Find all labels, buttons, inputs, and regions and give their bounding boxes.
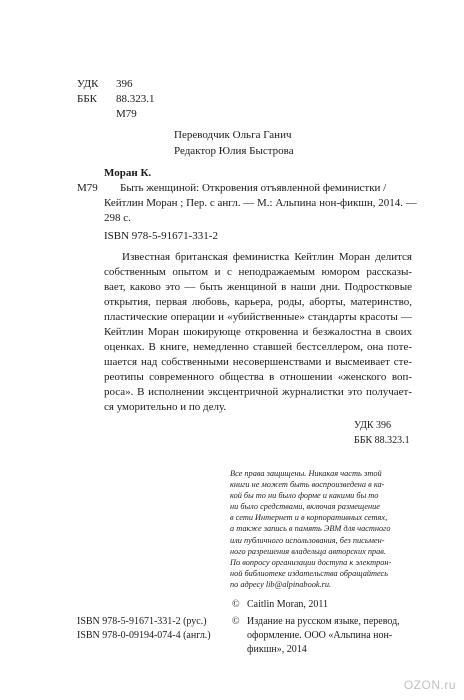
annotation-line: Кейтлин Моран шокирующе откровенна и безжалостна в своих bbox=[104, 326, 412, 338]
isbn-english: ISBN 978-0-09194-074-4 (англ.) bbox=[77, 630, 211, 641]
copyright-symbol-2: © bbox=[232, 616, 240, 627]
udk-bottom: УДК 396 bbox=[354, 420, 392, 431]
annotation-line: собственным опытом и с неподражаемым юмором рассказы- bbox=[104, 266, 412, 278]
rights-line: или публичного использования, без письмен- bbox=[230, 535, 385, 545]
rights-line: книги не может быть воспроизведена в ка- bbox=[230, 480, 385, 490]
rights-notice bbox=[230, 468, 436, 590]
copyright-symbol-1: © bbox=[232, 599, 240, 610]
translator-credit: Переводчик Ольга Ганич bbox=[174, 129, 292, 141]
author-mark-top: М79 bbox=[116, 108, 137, 120]
udk-label: УДК bbox=[77, 78, 99, 90]
annotation-line: Известная британская феминистка Кейтлин Моран делится bbox=[122, 251, 412, 263]
record-line-3: 298 с. bbox=[104, 212, 131, 224]
copyright-original: Caitlin Moran, 2011 bbox=[247, 599, 329, 610]
author-mark: М79 bbox=[77, 182, 98, 194]
annotation-line: пластические операции и «убийственные» стандарты красоты — bbox=[104, 311, 412, 323]
copyright-russian-line-3: фикшн», 2014 bbox=[247, 644, 307, 655]
rights-line: кой бы то ни было форме и какими бы то bbox=[230, 491, 379, 501]
bbk-value: 88.323.1 bbox=[116, 93, 155, 105]
bbk-label: ББК bbox=[77, 93, 97, 105]
copyright-russian-line-1: Издание на русском языке, перевод, bbox=[247, 616, 400, 627]
annotation-line: шается над собственными несовершенствами и высмеивает сте- bbox=[104, 356, 412, 368]
annotation-line: вает, каково это — быть женщиной в наши дни. Подростковые bbox=[104, 281, 412, 293]
annotation-line: роса». В исполнении эксцентричной журналистки это получает- bbox=[104, 386, 412, 398]
rights-line: по адресу lib@alpinabook.ru. bbox=[230, 579, 332, 589]
record-line-1: Быть женщиной: Откровения отъявленной феминистки / bbox=[120, 182, 387, 194]
udk-value: 396 bbox=[116, 78, 133, 90]
annotation-line: ся уморительно и по делу. bbox=[104, 401, 227, 413]
annotation-line: оценках. В книге, немедленно ставшей бестселлером, она поте- bbox=[104, 341, 412, 353]
rights-line: ной библиотеке издательства обращайтесь bbox=[230, 568, 389, 578]
editor-credit: Редактор Юлия Быстрова bbox=[174, 145, 294, 157]
copyright-russian-line-2: оформление. ООО «Альпина нон- bbox=[247, 630, 393, 641]
record-isbn: ISBN 978-5-91671-331-2 bbox=[104, 230, 218, 242]
ozon-watermark: OZON.ru bbox=[403, 678, 456, 692]
author-heading: Моран К. bbox=[104, 167, 152, 179]
annotation bbox=[104, 250, 412, 415]
rights-line: ного разрешения владельца авторских прав. bbox=[230, 546, 386, 556]
rights-line: а также запись в память ЭВМ для частного bbox=[230, 524, 391, 534]
rights-line: в сети Интернет и в корпоративных сетях, bbox=[230, 513, 388, 523]
bbk-bottom: ББК 88.323.1 bbox=[354, 435, 410, 446]
rights-line: Все права защищены. Никакая часть этой bbox=[230, 469, 382, 478]
isbn-russian: ISBN 978-5-91671-331-2 (рус.) bbox=[77, 616, 207, 627]
annotation-line: реотипы современного общества в отношении «женского воп- bbox=[104, 371, 412, 383]
record-line-2: Кейтлин Моран ; Пер. с англ. — М.: Альпина нон-фикшн, 2014. — bbox=[104, 197, 417, 209]
annotation-line: открытия, первая любовь, карьера, роды, аборты, материнство, bbox=[104, 296, 412, 308]
rights-line: ни было средствами, включая размещение bbox=[230, 502, 380, 512]
rights-line: По вопросу организации доступа к электрон- bbox=[230, 557, 392, 567]
